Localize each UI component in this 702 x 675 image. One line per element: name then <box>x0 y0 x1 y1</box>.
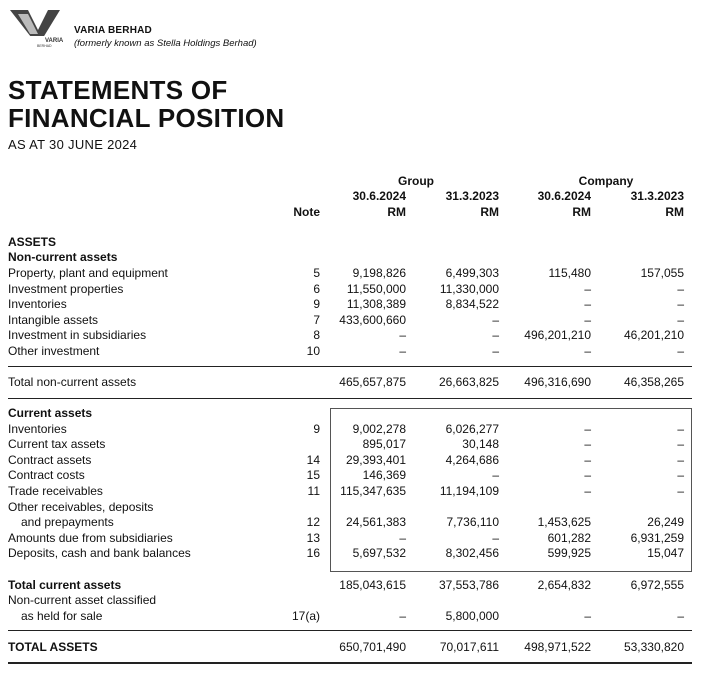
group-2024-date: 30.6.2024 <box>352 189 406 203</box>
table-row: as held for sale 17(a) – 5,800,000 – – <box>21 609 684 623</box>
table-row: Property, plant and equipment 5 9,198,826 6,499,303 115,480 157,055 <box>8 266 684 280</box>
title-line-1: STATEMENTS OF <box>8 75 228 105</box>
table-row: Contract costs 15 146,369 – – – <box>8 468 684 482</box>
group-2023-unit: RM <box>480 205 499 219</box>
company-2024-unit: RM <box>572 205 591 219</box>
title-line-2: FINANCIAL POSITION <box>8 103 285 133</box>
table-row: Non-current asset classified <box>8 593 157 607</box>
table-row: Inventories 9 11,308,389 8,834,522 – – <box>8 297 684 311</box>
company-2024-date: 30.6.2024 <box>537 189 591 203</box>
group-2023-date: 31.3.2023 <box>445 189 499 203</box>
company-former-name: (formerly known as Stella Holdings Berhad) <box>74 38 257 49</box>
page-title <box>8 76 284 132</box>
page-subtitle: AS AT 30 JUNE 2024 <box>8 137 138 152</box>
table-row: Investment properties 6 11,550,000 11,330,000 – – <box>8 282 684 296</box>
table-row: and prepayments 12 24,561,383 7,736,110 1,453,625 26,249 <box>21 515 684 529</box>
logo-text: VARIA <box>45 38 64 44</box>
table-row: Other receivables, deposits <box>8 500 154 514</box>
group-header: Group <box>398 174 434 188</box>
assets-heading: ASSETS <box>8 235 57 249</box>
note-header: Note <box>293 205 320 219</box>
group-2024-unit: RM <box>387 205 406 219</box>
varia-logo <box>8 8 64 48</box>
company-2023-unit: RM <box>665 205 684 219</box>
total-non-current-row: Total non-current assets 465,657,875 26,663,825 496,316,690 46,358,265 <box>8 375 684 389</box>
table-row: Inventories 9 9,002,278 6,026,277 – – <box>8 422 684 436</box>
table-row: Deposits, cash and bank balances 16 5,697,532 8,302,456 599,925 15,047 <box>8 546 684 560</box>
total-assets-row: TOTAL ASSETS 650,701,490 70,017,611 498,971,522 53,330,820 <box>8 640 684 654</box>
table-row: Intangible assets 7 433,600,660 – – – <box>8 313 684 327</box>
company-2023-date: 31.3.2023 <box>630 189 684 203</box>
table-row: Amounts due from subsidiaries 13 – – 601,282 6,931,259 <box>8 531 684 545</box>
total-current-row: Total current assets 185,043,615 37,553,786 2,654,832 6,972,555 <box>8 578 684 592</box>
divider <box>8 366 692 367</box>
logo-subtext: BERHAD <box>37 44 52 48</box>
current-heading: Current assets <box>8 406 93 420</box>
divider <box>8 630 692 631</box>
divider-double <box>8 662 692 664</box>
table-row: Current tax assets 895,017 30,148 – – <box>8 437 684 451</box>
divider <box>8 398 692 399</box>
table-row: Other investment 10 – – – – <box>8 344 684 358</box>
table-row: Contract assets 14 29,393,401 4,264,686 – – <box>8 453 684 467</box>
company-name: VARIA BERHAD <box>74 25 152 36</box>
non-current-heading: Non-current assets <box>8 250 118 264</box>
table-row: Investment in subsidiaries 8 – – 496,201,210 46,201,210 <box>8 328 684 342</box>
company-header: Company <box>578 174 634 188</box>
table-row: Trade receivables 11 115,347,635 11,194,109 – – <box>8 484 684 498</box>
